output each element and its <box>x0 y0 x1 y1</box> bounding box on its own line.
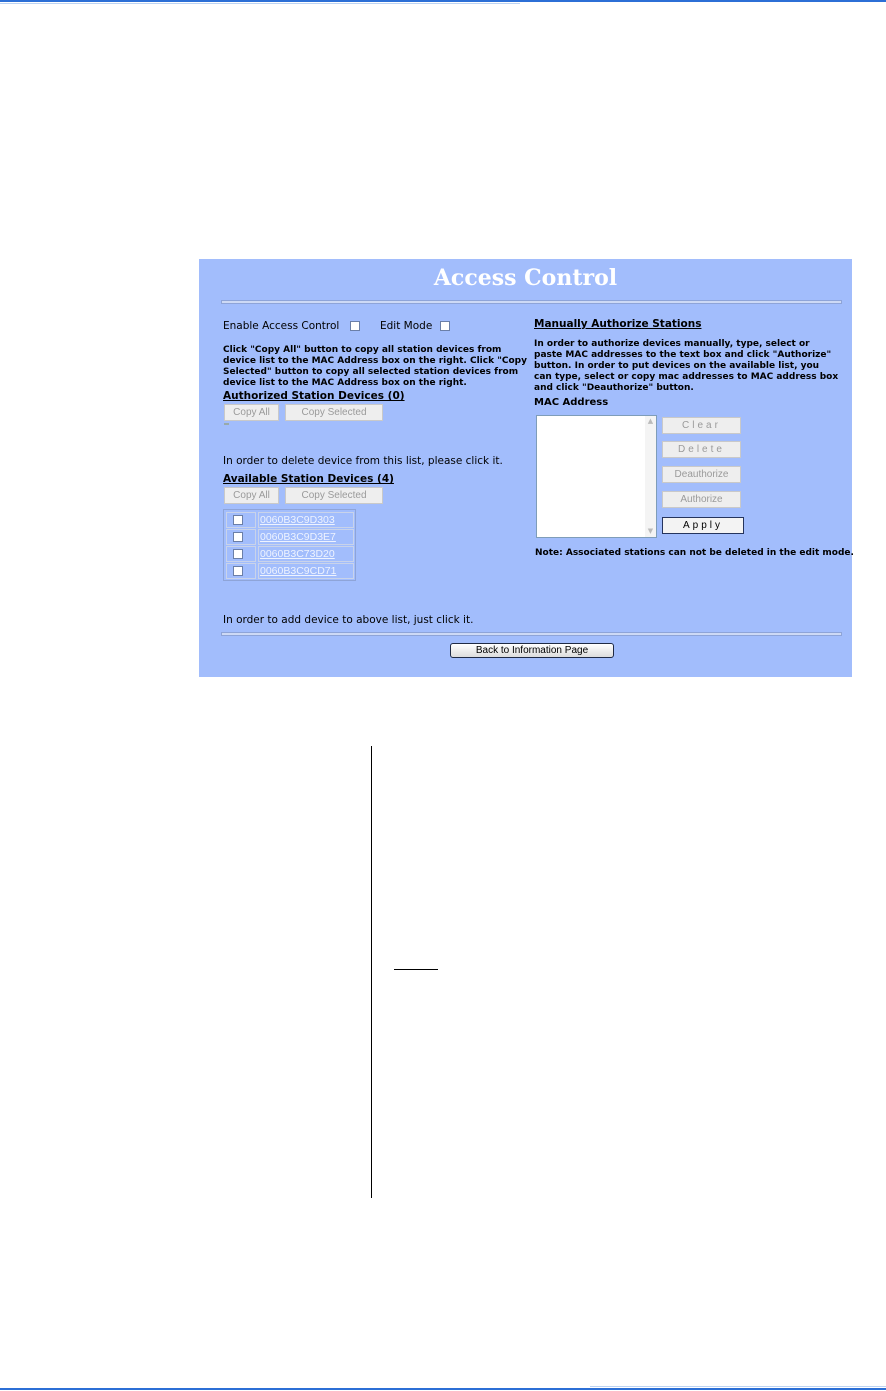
available-copy-all-button[interactable]: Copy All <box>224 487 279 504</box>
page-title: Access Control <box>433 265 618 291</box>
device-mac-link[interactable]: 0060B3C9D303 <box>258 512 354 528</box>
table-row <box>225 546 354 562</box>
manual-instructions: In order to authorize devices manually, type, select or paste MAC addresses to the text box and click "Authorize" button. In order to put devices on the available list, you can type, select or copy mac addresses to MAC address box and click "Deauthorize" button. <box>534 339 839 393</box>
mac-address-label: MAC Address <box>534 397 609 408</box>
apply-button[interactable]: Apply <box>662 517 744 534</box>
deauthorize-button[interactable]: Deauthorize <box>662 466 741 483</box>
row-checkbox-cell <box>226 529 256 545</box>
row-checkbox-cell <box>226 563 256 579</box>
add-hint: In order to add device to above list, just click it. <box>223 614 474 626</box>
available-devices-table <box>223 509 356 581</box>
device-checkbox[interactable] <box>233 532 243 542</box>
scroll-down-arrow-icon[interactable]: ▼ <box>647 527 654 535</box>
device-checkbox[interactable] <box>233 549 243 559</box>
edit-mode-note: Note: Associated stations can not be deleted in the edit mode. <box>535 548 854 558</box>
top-rule-highlight <box>0 3 520 4</box>
table-row <box>225 563 354 579</box>
authorized-devices-heading: Authorized Station Devices (0) <box>223 390 405 402</box>
enable-access-control-label: Enable Access Control <box>223 320 340 332</box>
authorized-empty-list <box>224 423 229 425</box>
bottom-divider <box>221 632 842 636</box>
device-mac-link[interactable]: 0060B3C9D3E7 <box>258 529 354 545</box>
table-row <box>225 529 354 545</box>
available-copy-selected-button[interactable]: Copy Selected <box>285 487 383 504</box>
top-rule <box>0 0 886 2</box>
top-divider <box>221 300 842 304</box>
row-checkbox-cell <box>226 546 256 562</box>
edit-mode-checkbox[interactable] <box>440 321 450 331</box>
scroll-up-arrow-icon[interactable]: ▲ <box>647 417 654 425</box>
vertical-separator <box>371 746 372 1198</box>
device-checkbox[interactable] <box>233 566 243 576</box>
edit-mode-label: Edit Mode <box>380 320 433 332</box>
authorized-copy-all-button[interactable]: Copy All <box>224 404 279 421</box>
bottom-rule <box>0 1388 886 1390</box>
device-mac-link[interactable]: 0060B3C9CD71 <box>258 563 354 579</box>
available-devices-heading: Available Station Devices (4) <box>223 473 394 485</box>
access-control-panel <box>199 259 852 677</box>
back-to-information-button[interactable]: Back to Information Page <box>450 643 614 658</box>
enable-access-control-checkbox[interactable] <box>350 321 360 331</box>
delete-button[interactable]: Delete <box>662 441 741 458</box>
clear-button[interactable]: Clear <box>662 417 741 434</box>
delete-hint: In order to delete device from this list, please click it. <box>223 455 503 467</box>
copy-instructions: Click "Copy All" button to copy all station devices from device list to the MAC Address box on the right. Click "Copy Selected" button to copy all selected station devices from device list to the MAC Address box on the right. <box>223 345 527 388</box>
device-mac-link[interactable]: 0060B3C73D20 <box>258 546 354 562</box>
table-row <box>225 512 354 528</box>
authorized-copy-selected-button[interactable]: Copy Selected <box>285 404 383 421</box>
authorize-button[interactable]: Authorize <box>662 491 741 508</box>
row-checkbox-cell <box>226 512 256 528</box>
device-checkbox[interactable] <box>233 515 243 525</box>
manual-authorize-heading: Manually Authorize Stations <box>534 318 702 330</box>
short-underline <box>394 969 438 970</box>
mac-address-textarea[interactable] <box>536 415 657 538</box>
textarea-scrollbar[interactable] <box>645 416 656 537</box>
bottom-rule-highlight <box>590 1386 886 1387</box>
